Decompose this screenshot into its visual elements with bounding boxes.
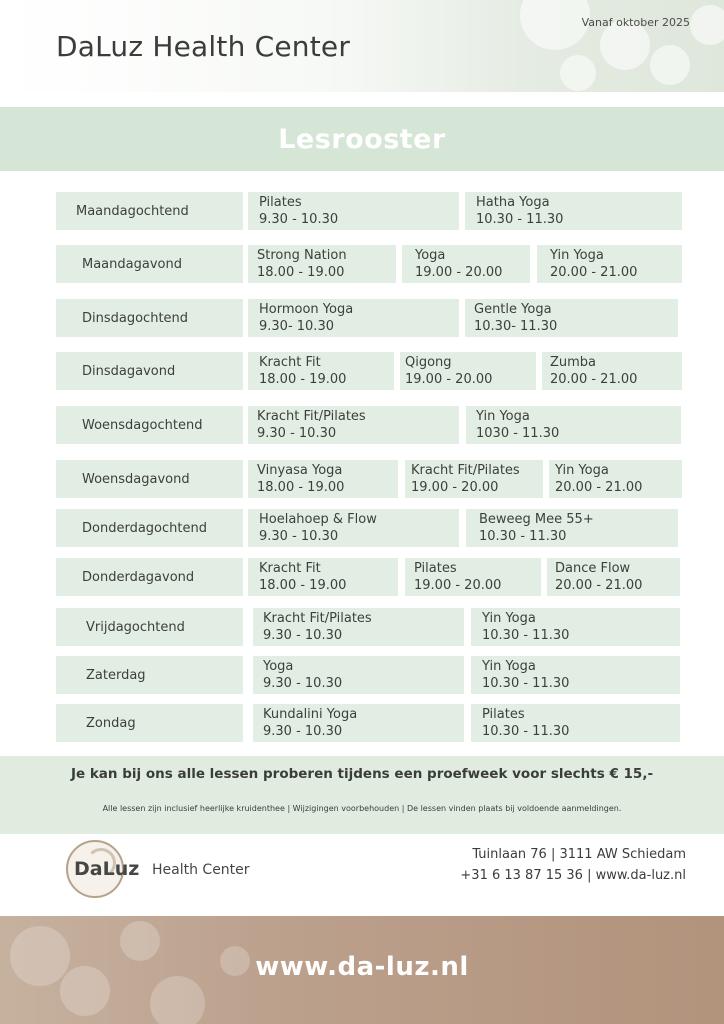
class-name: Kracht Fit [259,561,321,576]
class-time: 9.30 - 10.30 [263,676,343,691]
promo-band [0,756,724,834]
class-time: 19.00 - 20.00 [405,372,493,387]
class-time: 20.00 - 21.00 [550,372,638,387]
class-cell [253,704,464,742]
bokeh-decoration [150,976,205,1024]
class-name: Qigong [405,355,452,370]
class-cell [547,558,680,596]
class-time: 10.30 - 11.30 [482,628,570,643]
class-name: Kundalini Yoga [263,707,358,722]
class-time: 19.00 - 20.00 [411,480,499,495]
class-cell [465,192,682,230]
class-name: Pilates [414,561,457,576]
day-label: Maandagavond [56,245,243,283]
class-time: 20.00 - 21.00 [550,265,638,280]
class-time: 19.00 - 20.00 [415,265,503,280]
class-cell [466,406,681,444]
class-cell [248,192,459,230]
footer-banner [0,916,724,1024]
class-cell [248,558,398,596]
day-label: Donderdagochtend [56,509,243,547]
class-name: Kracht Fit/Pilates [257,409,366,424]
class-name: Kracht Fit/Pilates [411,463,520,478]
class-name: Yoga [415,248,446,263]
class-time: 20.00 - 21.00 [555,480,643,495]
class-time: 19.00 - 20.00 [414,578,502,593]
class-time: 10.30 - 11.30 [482,724,570,739]
class-cell [542,352,682,390]
class-name: Yoga [263,659,294,674]
class-time: 18.00 - 19.00 [257,480,345,495]
class-time: 10.30 - 11.30 [479,529,567,544]
class-name: Pilates [482,707,525,722]
class-time: 9.30- 10.30 [259,319,334,334]
class-time: 10.30 - 11.30 [482,676,570,691]
class-cell [537,245,682,283]
class-name: Yin Yoga [482,611,536,626]
day-label: Zaterdag [56,656,243,694]
day-label: Dinsdagochtend [56,299,243,337]
class-name: Kracht Fit [259,355,321,370]
class-name: Kracht Fit/Pilates [263,611,372,626]
day-label: Vrijdagochtend [56,608,243,646]
schedule-title: Lesrooster [278,123,446,155]
class-name: Pilates [259,195,302,210]
day-label: Woensdagochtend [56,406,243,444]
class-cell [466,509,678,547]
class-name: Gentle Yoga [474,302,552,317]
class-name: Yin Yoga [550,248,604,263]
class-name: Yin Yoga [482,659,536,674]
class-cell [248,406,459,444]
class-name: Hoelahoep & Flow [259,512,377,527]
class-name: Strong Nation [257,248,347,263]
class-name: Yin Yoga [555,463,609,478]
class-time: 10.30- 11.30 [474,319,558,334]
class-time: 18.00 - 19.00 [257,265,345,280]
class-name: Vinyasa Yoga [257,463,343,478]
contact-address: Tuinlaan 76 | 3111 AW Schiedam [472,847,686,862]
promo-trial-week: Je kan bij ons alle lessen proberen tijdens een proefweek voor slechts € 15,- [70,766,654,782]
brand-title: DaLuz Health Center [56,30,351,63]
contact-phone-web[interactable]: +31 6 13 87 15 36 | www.da-luz.nl [460,868,686,883]
class-cell [400,352,536,390]
day-label: Dinsdagavond [56,352,243,390]
class-time: 9.30 - 10.30 [263,724,343,739]
day-label: Zondag [56,704,243,742]
class-time: 10.30 - 11.30 [476,212,564,227]
day-label: Donderdagavond [56,558,243,596]
logo-mark: DaLuz [74,858,140,880]
class-cell [248,245,396,283]
class-cell [253,608,464,646]
class-cell [471,608,680,646]
contact-info [460,844,686,886]
class-cell [402,245,530,283]
class-time: 9.30 - 10.30 [259,529,339,544]
class-cell [253,656,464,694]
class-name: Hatha Yoga [476,195,550,210]
logo-subtitle: Health Center [152,862,250,878]
day-label: Woensdagavond [56,460,243,498]
class-name: Yin Yoga [476,409,530,424]
class-cell [471,704,680,742]
class-name: Hormoon Yoga [259,302,354,317]
class-time: 9.30 - 10.30 [257,426,337,441]
class-time: 20.00 - 21.00 [555,578,643,593]
class-cell [248,460,398,498]
class-cell [405,558,541,596]
daluz-logo [66,840,256,898]
footer-website-link[interactable]: www.da-luz.nl [255,952,469,982]
class-cell [405,460,543,498]
valid-from-label: Vanaf oktober 2025 [581,16,690,29]
class-name: Dance Flow [555,561,631,576]
class-time: 9.30 - 10.30 [263,628,343,643]
class-name: Zumba [550,355,597,370]
class-time: 18.00 - 19.00 [259,578,347,593]
class-cell [471,656,680,694]
class-time: 1030 - 11.30 [476,426,560,441]
class-cell [248,299,459,337]
class-cell [248,509,459,547]
class-time: 18.00 - 19.00 [259,372,347,387]
day-label: Maandagochtend [56,192,243,230]
class-time: 9.30 - 10.30 [259,212,339,227]
promo-notes: Alle lessen zijn inclusief heerlijke kruidenthee | Wijzigingen voorbehouden | De lessen vinden plaats bij voldoende aanmeldingen. [102,804,622,813]
class-name: Beweeg Mee 55+ [479,512,594,527]
class-cell [465,299,678,337]
class-cell [248,352,394,390]
class-cell [549,460,682,498]
